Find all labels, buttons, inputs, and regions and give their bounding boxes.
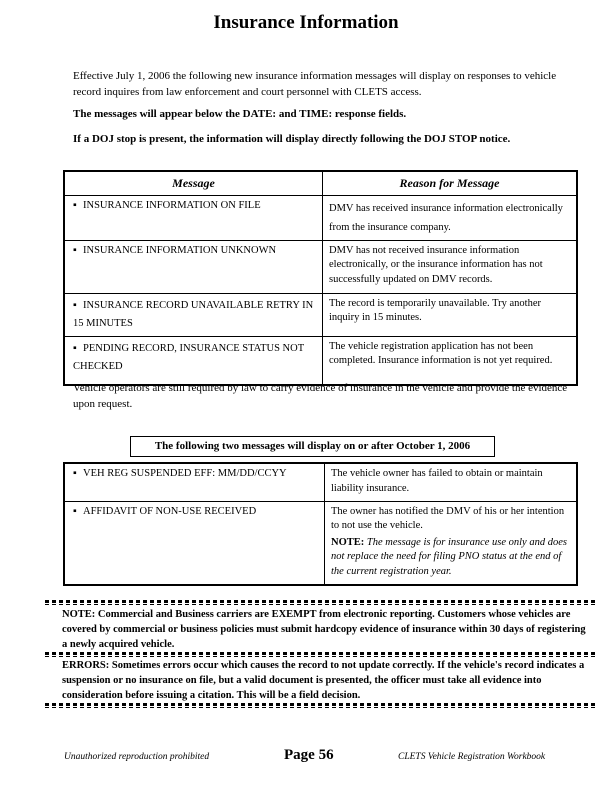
- header-message: Message: [64, 171, 323, 195]
- table-row: [64, 463, 577, 501]
- bullet-icon: ▪: [73, 342, 77, 354]
- reason-cell: The vehicle owner has failed to obtain or maintain liability insurance.: [325, 463, 578, 501]
- message-cell: AFFIDAVIT OF NON-USE RECEIVED: [83, 505, 257, 517]
- dashed-divider: [45, 703, 598, 706]
- note-label: NOTE:: [331, 536, 365, 548]
- bullet-icon: ▪: [73, 468, 77, 479]
- intro-paragraph: Effective July 1, 2006 the following new insurance information messages will display on responses to vehicle record inquires from law enforcement and court personnel with CLETS access.: [73, 70, 557, 98]
- table-header-row: [64, 171, 577, 195]
- after-table-paragraph: Vehicle operators are still required by law to carry evidence of insurance in the vehicle and provide the evidence upon request.: [73, 382, 568, 410]
- message-cell: VEH REG SUSPENDED EFF: MM/DD/CCYY: [83, 468, 287, 479]
- table-row: [64, 336, 577, 385]
- future-messages-table: [63, 462, 578, 586]
- page-title: Insurance Information: [213, 12, 399, 33]
- page-number: Page 56: [284, 747, 334, 763]
- footer-right: CLETS Vehicle Registration Workbook: [398, 752, 546, 762]
- dashed-divider: [45, 652, 598, 655]
- reason-cell: The record is temporarily unavailable. Try another inquiry in 15 minutes.: [323, 293, 578, 336]
- table-row: [64, 240, 577, 293]
- bold-line-1: The messages will appear below the DATE: and TIME: response fields.: [73, 108, 407, 120]
- header-reason: Reason for Message: [323, 171, 578, 195]
- reason-cell: The owner has notified the DMV of his or her intention to not use the vehicle.: [331, 505, 565, 531]
- reason-cell: DMV has received insurance information electronically from the insurance company.: [323, 195, 578, 240]
- message-cell: PENDING RECORD, INSURANCE STATUS NOT CHECKED: [73, 342, 304, 372]
- notice-box: The following two messages will display on or after October 1, 2006: [130, 436, 495, 457]
- bold-line-2: If a DOJ stop is present, the information will display directly following the DOJ STOP notice.: [73, 133, 511, 145]
- table-row: [64, 501, 577, 585]
- reason-cell: The vehicle registration application has not been completed. Insurance information is not yet required.: [323, 336, 578, 385]
- message-cell: INSURANCE INFORMATION ON FILE: [83, 199, 261, 211]
- bullet-icon: ▪: [73, 199, 77, 211]
- footer-left: Unauthorized reproduction prohibited: [64, 752, 210, 762]
- bullet-icon: ▪: [73, 505, 77, 517]
- table-row: [64, 293, 577, 336]
- table-row: [64, 195, 577, 240]
- reason-cell: DMV has not received insurance information electronically, or the insurance information has not successfully updated on DMV records.: [323, 240, 578, 293]
- errors-block: ERRORS: Sometimes errors occur which causes the record to not update correctly. If the vehicle's record indicates a suspension or no insurance on file, but a valid document is presented, the officer must take all evidence into consideration before issuing a citation. This will be a field decision.: [62, 660, 585, 701]
- bullet-icon: ▪: [73, 244, 77, 256]
- note-block: NOTE: Commercial and Business carriers are EXEMPT from electronic reporting. Customers whose vehicles are covered by commercial or business policies must submit hardcopy evidence of insurance within 30 days of registering a newly acquired vehicle.: [62, 609, 586, 650]
- bullet-icon: ▪: [73, 299, 77, 311]
- note-text: The message is for insurance use only and does not replace the need for filing PNO status at the end of the current registration year.: [331, 536, 567, 577]
- message-cell: INSURANCE INFORMATION UNKNOWN: [83, 244, 277, 256]
- messages-table: [63, 170, 578, 386]
- dashed-divider: [45, 600, 598, 603]
- message-cell: INSURANCE RECORD UNAVAILABLE RETRY IN 15 MINUTES: [73, 299, 314, 329]
